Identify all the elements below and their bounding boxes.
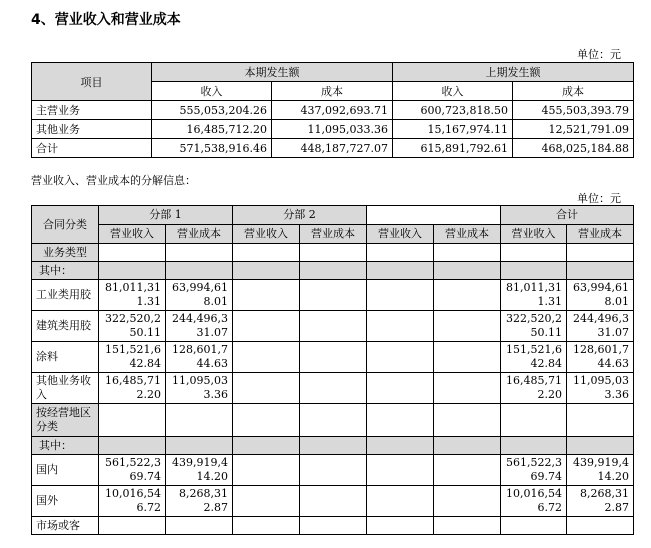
col-total: 合计 <box>501 206 634 225</box>
table-row <box>32 139 634 158</box>
cell-seg1-cost: 11,095,033.36 <box>166 373 233 404</box>
col-current-cost: 成本 <box>272 82 393 101</box>
cell-seg1-revenue: 322,520,250.11 <box>99 311 166 342</box>
unit-label-2: 单位：元 <box>577 192 621 205</box>
row-label: 建筑类用胶 <box>32 311 99 342</box>
row-label: 主营业务 <box>32 101 152 120</box>
cell-prior-cost: 455,503,393.79 <box>513 101 634 120</box>
cell-total-revenue: 81,011,311.31 <box>501 280 567 311</box>
cell-total-revenue: 151,521,642.84 <box>501 342 567 373</box>
unit-label: 单位：元 <box>577 48 621 61</box>
table-row <box>32 262 634 280</box>
table-row <box>32 311 634 342</box>
cell-seg1-revenue: 16,485,712.20 <box>99 373 166 404</box>
cell-total-revenue: 16,485,712.20 <box>501 373 567 404</box>
table-row <box>32 455 634 486</box>
row-label: 涂料 <box>32 342 99 373</box>
cell-seg1-revenue: 81,011,311.31 <box>99 280 166 311</box>
row-label: 合计 <box>32 139 152 158</box>
col-item: 项目 <box>32 63 152 101</box>
cell-total-cost: 244,496,331.07 <box>567 311 634 342</box>
cell-prior-revenue: 15,167,974.11 <box>393 120 513 139</box>
cell-total-revenue: 322,520,250.11 <box>501 311 567 342</box>
row-label: 其中： <box>32 437 99 455</box>
col-prior-cost: 成本 <box>513 82 634 101</box>
col-cost: 营业成本 <box>567 225 634 244</box>
row-label: 其他业务收入 <box>32 373 99 404</box>
breakdown-table <box>31 205 634 535</box>
cell-prior-revenue: 600,723,818.50 <box>393 101 513 120</box>
row-label: 按经营地区分类 <box>32 404 99 437</box>
section-heading: 4、营业收入和营业成本 <box>31 12 181 28</box>
revenue-cost-table <box>31 62 634 158</box>
table-row <box>32 244 634 262</box>
col-contract-category: 合同分类 <box>32 206 99 244</box>
table-row <box>32 486 634 517</box>
table-row <box>32 120 634 139</box>
cell-total-revenue: 561,522,369.74 <box>501 455 567 486</box>
col-current-period: 本期发生额 <box>152 63 393 82</box>
cell-prior-cost: 468,025,184.88 <box>513 139 634 158</box>
col-cost: 营业成本 <box>434 225 501 244</box>
col-prior-period: 上期发生额 <box>393 63 634 82</box>
cell-seg1-cost: 8,268,312.87 <box>166 486 233 517</box>
cell-current-revenue: 555,053,204.26 <box>152 101 272 120</box>
col-segment-1: 分部 1 <box>99 206 233 225</box>
col-revenue: 营业收入 <box>99 225 166 244</box>
cell-prior-cost: 12,521,791.09 <box>513 120 634 139</box>
cell-seg1-revenue: 151,521,642.84 <box>99 342 166 373</box>
row-label: 国内 <box>32 455 99 486</box>
cell-total-cost: 11,095,033.36 <box>567 373 634 404</box>
table-row <box>32 404 634 437</box>
cell-total-cost: 63,994,618.01 <box>567 280 634 311</box>
row-label: 市场或客 <box>32 517 99 535</box>
row-label: 其他业务 <box>32 120 152 139</box>
cell-current-cost: 437,092,693.71 <box>272 101 393 120</box>
table-row <box>32 101 634 120</box>
col-revenue: 营业收入 <box>367 225 434 244</box>
cell-seg1-revenue: 10,016,546.72 <box>99 486 166 517</box>
row-label: 其中： <box>32 262 99 280</box>
col-revenue: 营业收入 <box>233 225 300 244</box>
col-cost: 营业成本 <box>166 225 233 244</box>
cell-seg1-cost: 63,994,618.01 <box>166 280 233 311</box>
cell-total-cost: 439,919,414.20 <box>567 455 634 486</box>
row-label: 工业类用胶 <box>32 280 99 311</box>
col-segment-2: 分部 2 <box>233 206 367 225</box>
col-prior-revenue: 收入 <box>393 82 513 101</box>
cell-current-revenue: 571,538,916.46 <box>152 139 272 158</box>
col-cost: 营业成本 <box>300 225 367 244</box>
col-revenue: 营业收入 <box>501 225 567 244</box>
cell-prior-revenue: 615,891,792.61 <box>393 139 513 158</box>
cell-total-cost: 128,601,744.63 <box>567 342 634 373</box>
table-row <box>32 342 634 373</box>
cell-current-cost: 448,187,727.07 <box>272 139 393 158</box>
table-row <box>32 517 634 535</box>
cell-current-revenue: 16,485,712.20 <box>152 120 272 139</box>
col-segment-3 <box>367 206 501 225</box>
table-row <box>32 280 634 311</box>
row-label: 业务类型 <box>32 244 99 262</box>
table-row <box>32 437 634 455</box>
cell-total-cost: 8,268,312.87 <box>567 486 634 517</box>
cell-seg1-revenue: 561,522,369.74 <box>99 455 166 486</box>
col-current-revenue: 收入 <box>152 82 272 101</box>
table-row <box>32 373 634 404</box>
row-label: 国外 <box>32 486 99 517</box>
cell-total-revenue: 10,016,546.72 <box>501 486 567 517</box>
cell-current-cost: 11,095,033.36 <box>272 120 393 139</box>
breakdown-note: 营业收入、营业成本的分解信息： <box>31 174 196 187</box>
cell-seg1-cost: 244,496,331.07 <box>166 311 233 342</box>
cell-seg1-cost: 439,919,414.20 <box>166 455 233 486</box>
cell-seg1-cost: 128,601,744.63 <box>166 342 233 373</box>
